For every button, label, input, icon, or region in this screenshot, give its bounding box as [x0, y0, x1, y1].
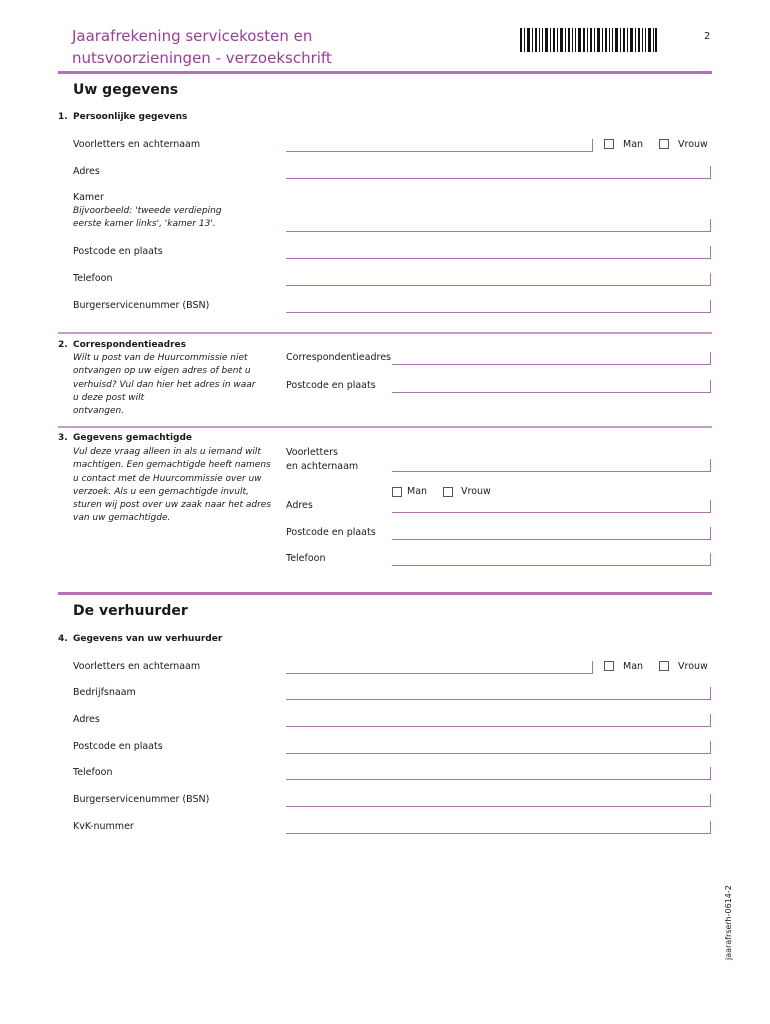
field-adres[interactable]: [286, 166, 711, 179]
field-naam[interactable]: [286, 139, 593, 152]
label-gemachtigde-naam: [286, 446, 358, 474]
checkbox-gemachtigde-vrouw[interactable]: [443, 487, 453, 497]
checkbox-vrouw-label: Vrouw: [678, 139, 708, 150]
label-telefoon: Telefoon: [73, 273, 113, 284]
checkbox-verhuurder-man[interactable]: [604, 661, 614, 671]
field-gemachtigde-postcode[interactable]: [392, 527, 711, 540]
checkbox-verhuurder-man-label: Man: [623, 661, 644, 672]
question-title-gemachtigde: Gegevens gemachtigde: [73, 433, 193, 443]
hint-line: machtigen. Een gemachtigde heeft namens: [73, 460, 271, 471]
kamer-hint: [73, 205, 222, 232]
page-number: 2: [704, 31, 711, 42]
document-title: [72, 25, 332, 69]
label-verhuurder-postcode: Postcode en plaats: [73, 741, 163, 752]
label-gemachtigde-postcode: Postcode en plaats: [286, 527, 376, 538]
question-number-2: 2.: [58, 340, 68, 350]
field-bedrijfsnaam[interactable]: [286, 687, 711, 700]
kamer-hint-line-2: eerste kamer links', 'kamer 13'.: [73, 219, 216, 230]
header-rule: [58, 71, 712, 74]
field-verhuurder-bsn[interactable]: [286, 794, 711, 807]
field-verhuurder-adres[interactable]: [286, 714, 711, 727]
label-line: en achternaam: [286, 461, 359, 472]
field-gemachtigde-naam[interactable]: [392, 459, 711, 472]
field-gemachtigde-telefoon[interactable]: [392, 553, 711, 566]
field-verhuurder-telefoon[interactable]: [286, 767, 711, 780]
title-line-1: Jaarafrekening servicekosten en: [72, 27, 313, 45]
checkbox-verhuurder-vrouw-label: Vrouw: [678, 661, 708, 672]
label-gemachtigde-adres: Adres: [286, 500, 313, 511]
label-correspondentie-postcode: Postcode en plaats: [286, 380, 376, 391]
checkbox-gemachtigde-vrouw-label: Vrouw: [461, 486, 491, 497]
question-number-1: 1.: [58, 112, 68, 122]
checkbox-gemachtigde-man[interactable]: [392, 487, 402, 497]
label-bsn: Burgerservicenummer (BSN): [73, 300, 210, 311]
field-telefoon[interactable]: [286, 273, 711, 286]
divider: [58, 426, 712, 428]
field-postcode[interactable]: [286, 246, 711, 259]
section-heading-verhuurder: De verhuurder: [73, 603, 188, 619]
checkbox-gemachtigde-man-label: Man: [407, 486, 428, 497]
checkbox-man-label: Man: [623, 139, 644, 150]
label-adres: Adres: [73, 166, 100, 177]
field-kvk[interactable]: [286, 821, 711, 834]
divider: [58, 332, 712, 334]
checkbox-verhuurder-vrouw[interactable]: [659, 661, 669, 671]
hint-line: ontvangen op uw eigen adres of bent u: [73, 366, 251, 377]
label-verhuurder-telefoon: Telefoon: [73, 767, 113, 778]
checkbox-man[interactable]: [604, 139, 614, 149]
field-kamer[interactable]: [286, 219, 711, 232]
field-verhuurder-postcode[interactable]: [286, 741, 711, 754]
label-verhuurder-adres: Adres: [73, 714, 100, 725]
field-correspondentieadres[interactable]: [392, 352, 711, 365]
barcode: [520, 28, 657, 52]
label-kvk: KvK-nummer: [73, 821, 134, 832]
field-gemachtigde-adres[interactable]: [392, 500, 711, 513]
checkbox-vrouw[interactable]: [659, 139, 669, 149]
hint-line: u contact met de Huurcommissie over uw: [73, 473, 262, 484]
hint-line: van uw gemachtigde.: [73, 513, 171, 524]
hint-line: sturen wij post over uw zaak naar het adres: [73, 500, 272, 511]
hint-line: Wilt u post van de Huurcommissie niet: [73, 353, 248, 363]
field-bsn[interactable]: [286, 300, 711, 313]
form-code: jaarafrserh-0614-2: [724, 885, 733, 960]
hint-line: verzoek. Als u een gemachtigde invult,: [73, 486, 249, 497]
label-postcode: Postcode en plaats: [73, 246, 163, 257]
field-verhuurder-naam[interactable]: [286, 661, 593, 674]
label-verhuurder-naam: Voorletters en achternaam: [73, 661, 201, 672]
section-rule: [58, 592, 712, 595]
kamer-hint-line-1: Bijvoorbeeld: 'tweede verdieping: [73, 206, 222, 216]
question-title-persoonlijke-gegevens: Persoonlijke gegevens: [73, 112, 188, 122]
label-gemachtigde-telefoon: Telefoon: [286, 553, 326, 564]
field-correspondentie-postcode[interactable]: [392, 380, 711, 393]
hint-line: verhuisd? Vul dan hier het adres in waar: [73, 379, 256, 390]
question-title-correspondentieadres: Correspondentieadres: [73, 340, 187, 350]
hint-line: u deze post wilt: [73, 392, 145, 403]
gemachtigde-hint: [73, 446, 271, 526]
label-line: Voorletters: [286, 447, 338, 458]
question-number-4: 4.: [58, 634, 68, 644]
question-title-verhuurder: Gegevens van uw verhuurder: [73, 634, 223, 644]
title-line-2: nutsvoorzieningen - verzoekschrift: [72, 49, 332, 67]
label-correspondentieadres: Correspondentieadres: [286, 352, 391, 363]
label-bedrijfsnaam: Bedrijfsnaam: [73, 687, 136, 698]
hint-line: ontvangen.: [73, 406, 125, 417]
label-naam: Voorletters en achternaam: [73, 139, 201, 150]
label-kamer: Kamer: [73, 192, 104, 203]
correspondentie-hint: [73, 352, 255, 418]
question-number-3: 3.: [58, 433, 68, 443]
hint-line: Vul deze vraag alleen in als u iemand wilt: [73, 447, 261, 457]
section-heading-uw-gegevens: Uw gegevens: [73, 82, 179, 98]
label-verhuurder-bsn: Burgerservicenummer (BSN): [73, 794, 210, 805]
